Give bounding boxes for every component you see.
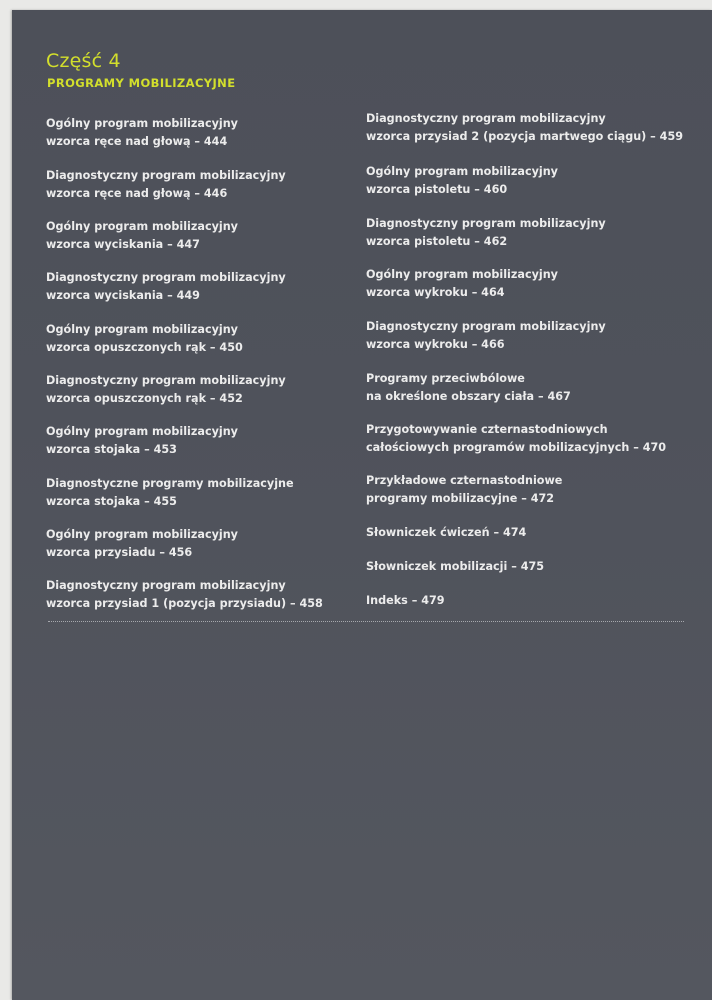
part-subtitle: PROGRAMY MOBILIZACYJNE: [47, 76, 236, 90]
toc-entry: Diagnostyczny program mobilizacyjny wzorca wyciskania – 449: [46, 271, 286, 302]
toc-entry: Ogólny program mobilizacyjny wzorca pistoletu – 460: [366, 165, 558, 196]
toc-entry: Przykładowe czternastodniowe programy mobilizacyjne – 472: [366, 474, 563, 505]
toc-entry: Ogólny program mobilizacyjny wzorca opuszczonych rąk – 450: [46, 323, 243, 354]
toc-entry: Słowniczek ćwiczeń – 474: [366, 526, 527, 539]
dotted-divider: [48, 621, 684, 622]
part-title: Część 4: [46, 50, 121, 72]
toc-entry: Diagnostyczny program mobilizacyjny wzorca przysiad 1 (pozycja przysiadu) – 458: [46, 579, 323, 610]
toc-entry: Diagnostyczny program mobilizacyjny wzorca pistoletu – 462: [366, 217, 606, 248]
toc-entry: Diagnostyczny program mobilizacyjny wzorca przysiad 2 (pozycja martwego ciągu) – 459: [366, 112, 684, 143]
toc-entry: Diagnostyczny program mobilizacyjny wzorca ręce nad głową – 446: [46, 169, 286, 200]
toc-entry: Diagnostyczny program mobilizacyjny wzorca opuszczonych rąk – 452: [46, 374, 286, 405]
toc-entry: Ogólny program mobilizacyjny wzorca przysiadu – 456: [46, 528, 238, 559]
toc-entry: Ogólny program mobilizacyjny wzorca ręce nad głową – 444: [46, 117, 238, 148]
toc-entry: Przygotowywanie czternastodniowych całościowych programów mobilizacyjnych – 470: [366, 423, 667, 454]
toc-entry: Ogólny program mobilizacyjny wzorca wyciskania – 447: [46, 220, 238, 251]
toc-page: [12, 10, 712, 1000]
toc-entry: Indeks – 479: [366, 594, 445, 607]
toc-entry: Diagnostyczny program mobilizacyjny wzorca wykroku – 466: [366, 320, 606, 351]
toc-entry: Programy przeciwbólowe na określone obszary ciała – 467: [366, 372, 571, 403]
toc-entry: Ogólny program mobilizacyjny wzorca wykroku – 464: [366, 268, 558, 299]
toc-entry: Diagnostyczne programy mobilizacyjne wzorca stojaka – 455: [46, 477, 294, 508]
toc-entry: Ogólny program mobilizacyjny wzorca stojaka – 453: [46, 425, 238, 456]
toc-entry: Słowniczek mobilizacji – 475: [366, 560, 545, 573]
